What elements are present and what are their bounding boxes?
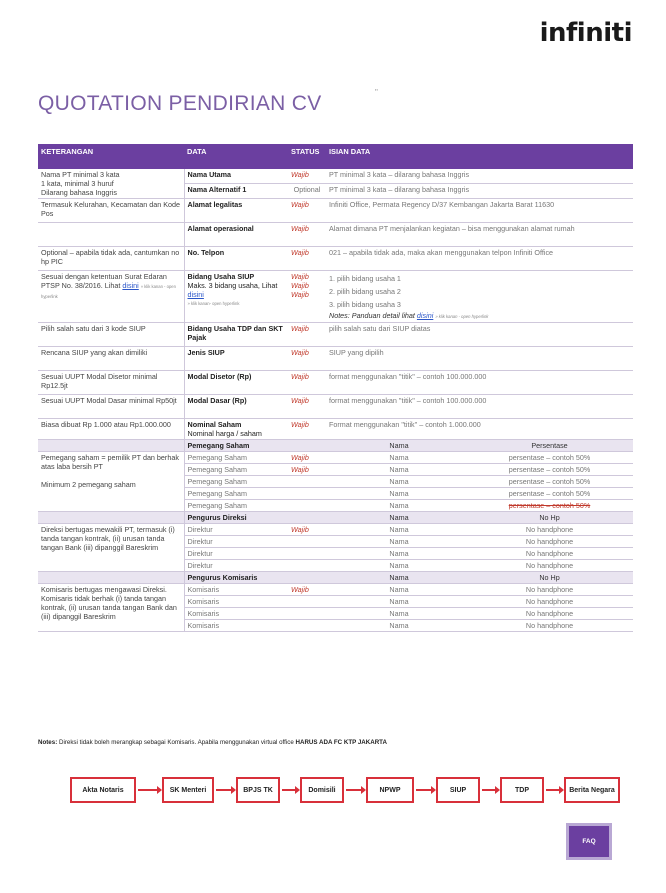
isian-field[interactable]: Infiniti Office, Permata Regency D/37 Kembangan Jakarta Barat 11630 <box>326 199 633 223</box>
data-label: Komisaris <box>184 596 288 608</box>
percent-field[interactable]: persentase – contoh 50% <box>508 453 591 462</box>
keterangan-cell: Komisaris bertugas mengawasi Direksi. Komisaris tidak berhak (i) tanda tangan kontrak, (ii) urusan tanda tangan Bank dan (iii) dipanggil Bareskrim <box>38 584 184 632</box>
status-label: Optional <box>288 183 326 198</box>
status-label: Wajib <box>288 419 326 440</box>
keterangan-cell: Pilih salah satu dari 3 kode SIUP <box>38 323 184 347</box>
status-label: Wajib <box>288 395 326 419</box>
table-row <box>38 271 633 323</box>
footer-notes: Notes: Direksi tidak boleh merangkap sebagai Komisaris. Apabila menggunakan virtual office HARUS ADA FC KTP JAKARTA <box>38 739 387 746</box>
percent-field[interactable]: persentase – contoh 50% <box>508 465 591 474</box>
data-label: Pemegang Saham <box>184 488 288 500</box>
name-field[interactable]: Nama <box>389 453 409 462</box>
keterangan-cell: Pemegang saham = pemilik PT dan berhak atas laba bersih PT Minimum 2 pemegang saham <box>38 452 184 512</box>
data-label: Direktur <box>184 560 288 572</box>
status-label: Wajib <box>288 584 326 596</box>
data-label: Komisaris <box>184 620 288 632</box>
keterangan-cell: Optional – apabila tidak ada, cantumkan no hp PIC <box>38 247 184 271</box>
phone-field[interactable]: No handphone <box>525 549 574 558</box>
isian-field[interactable]: Alamat dimana PT menjalankan kegiatan – bisa menggunakan alamat rumah <box>326 223 633 247</box>
data-label: Pemegang Saham <box>184 500 288 512</box>
disini-link[interactable]: disini <box>416 311 434 320</box>
table-row <box>38 347 633 371</box>
table-row <box>38 247 633 271</box>
table-row <box>38 371 633 395</box>
section-header-direksi: Pengurus Direksi Nama No Hp <box>38 512 633 524</box>
data-label: Nama Utama <box>184 169 288 183</box>
flow-step: Berita Negara <box>564 777 620 803</box>
status-label: Wajib <box>288 247 326 271</box>
name-field[interactable]: Nama <box>389 489 409 498</box>
isian-field[interactable]: 1. pilih bidang usaha 1 2. pilih bidang usaha 2 3. pilih bidang usaha 3 Notes: Panduan detail lihat disini » klik kanan - open hyperlink <box>326 271 633 323</box>
page-title: QUOTATION PENDIRIAN CV <box>38 92 322 115</box>
status-label: Wajib Wajib Wajib <box>288 271 326 323</box>
data-label: Komisaris <box>184 608 288 620</box>
status-label: Wajib <box>288 371 326 395</box>
table-row <box>38 452 633 464</box>
arrow-icon <box>546 789 560 791</box>
status-label <box>288 536 326 548</box>
name-field[interactable]: Nama <box>389 585 409 594</box>
isian-field[interactable]: PT minimal 3 kata – dilarang bahasa Inggris <box>326 169 633 183</box>
phone-field[interactable]: No handphone <box>525 561 574 570</box>
status-label: Wajib <box>288 169 326 183</box>
flow-step: TDP <box>500 777 544 803</box>
keterangan-cell: Sesuai dengan ketentuan Surat Edaran PTSP No. 38/2016. Lihat disini » klik kanan - open hyperlink <box>38 271 184 323</box>
arrow-icon <box>216 789 232 791</box>
name-field[interactable]: Nama <box>389 501 409 510</box>
isian-field[interactable]: 021 – apabila tidak ada, maka akan menggunakan telpon Infiniti Office <box>326 247 633 271</box>
table-row <box>38 223 633 247</box>
data-label: Nominal Saham Nominal harga / saham <box>184 419 288 440</box>
arrow-icon <box>282 789 296 791</box>
status-label <box>288 596 326 608</box>
name-field[interactable]: Nama <box>389 465 409 474</box>
keterangan-cell: Nama PT minimal 3 kata 1 kata, minimal 3 huruf Dilarang bahasa Inggris <box>38 169 184 199</box>
header-status: STATUS <box>288 144 326 169</box>
status-label: Wajib <box>288 464 326 476</box>
data-label: Direktur <box>184 548 288 560</box>
status-label <box>288 500 326 512</box>
table-row <box>38 323 633 347</box>
name-field[interactable]: Nama <box>389 561 409 570</box>
table-row <box>38 524 633 536</box>
isian-field[interactable]: format menggunakan "titik" – contoh 100.000.000 <box>326 371 633 395</box>
data-label: Modal Dasar (Rp) <box>184 395 288 419</box>
keterangan-cell: Direksi bertugas mewakili PT, termasuk (i) tanda tangan kontrak, (ii) urusan tanda tangan Bank (iii) dipanggil Bareskrim <box>38 524 184 572</box>
flow-step: BPJS TK <box>236 777 280 803</box>
status-label: Wajib <box>288 452 326 464</box>
keterangan-cell: Sesuai UUPT Modal Disetor minimal Rp12.5jt <box>38 371 184 395</box>
isian-field[interactable]: PT minimal 3 kata – dilarang bahasa Inggris <box>326 183 633 198</box>
status-label <box>288 560 326 572</box>
infiniti-logo: infiniti <box>539 18 632 48</box>
status-label <box>288 548 326 560</box>
section-header-komisaris: Pengurus Komisaris Nama No Hp <box>38 572 633 584</box>
arrow-icon <box>138 789 158 791</box>
data-label: Bidang Usaha SIUP Maks. 3 bidang usaha, Lihat disini » klik kanan- open hyperlink <box>184 271 288 323</box>
arrow-icon <box>416 789 432 791</box>
name-field[interactable]: Nama <box>389 549 409 558</box>
table-header <box>38 144 633 169</box>
flow-step: NPWP <box>366 777 414 803</box>
table-row <box>38 419 633 440</box>
process-flow <box>70 777 620 807</box>
data-label: Direktur <box>184 536 288 548</box>
data-label: Modal Disetor (Rp) <box>184 371 288 395</box>
table-row <box>38 395 633 419</box>
percent-field[interactable]: persentase – contoh 50% <box>508 501 591 510</box>
phone-field[interactable]: No handphone <box>525 537 574 546</box>
isian-field[interactable]: Format menggunakan "titik" – contoh 1.000.000 <box>326 419 633 440</box>
keterangan-cell: Rencana SIUP yang akan dimiliki <box>38 347 184 371</box>
data-label: Pemegang Saham <box>184 464 288 476</box>
status-label <box>288 476 326 488</box>
name-field[interactable]: Nama <box>389 609 409 618</box>
arrow-icon <box>346 789 362 791</box>
data-label: Pemegang Saham <box>184 452 288 464</box>
keterangan-cell: Termasuk Kelurahan, Kecamatan dan Kode Pos <box>38 199 184 223</box>
data-label: Pemegang Saham <box>184 476 288 488</box>
data-label: Jenis SIUP <box>184 347 288 371</box>
data-label: No. Telpon <box>184 247 288 271</box>
status-label <box>288 620 326 632</box>
name-field[interactable]: Nama <box>389 597 409 606</box>
arrow-icon <box>482 789 496 791</box>
flow-step: SK Menteri <box>162 777 214 803</box>
status-label <box>288 608 326 620</box>
disini-link[interactable]: disini <box>187 290 204 299</box>
isian-field[interactable]: format menggunakan "titik" – contoh 100.000.000 <box>326 395 633 419</box>
status-label: Wajib <box>288 323 326 347</box>
phone-field[interactable]: No handphone <box>525 585 574 594</box>
name-field[interactable]: Nama <box>389 621 409 630</box>
status-label: Wajib <box>288 524 326 536</box>
section-header-saham: Pemegang Saham Nama Persentase <box>38 440 633 452</box>
status-label: Wajib <box>288 347 326 371</box>
phone-field[interactable]: No handphone <box>525 597 574 606</box>
table-row <box>38 169 633 183</box>
disini-link[interactable]: disini <box>122 281 139 290</box>
header-isian: ISIAN DATA <box>326 144 633 169</box>
flow-step: SIUP <box>436 777 480 803</box>
keterangan-cell <box>38 223 184 247</box>
phone-field[interactable]: No handphone <box>525 525 574 534</box>
status-label: Wajib <box>288 223 326 247</box>
phone-field[interactable]: No handphone <box>525 621 574 630</box>
keterangan-cell: Sesuai UUPT Modal Dasar minimal Rp50jt <box>38 395 184 419</box>
flow-step: Akta Notaris <box>70 777 136 803</box>
isian-field[interactable]: pilih salah satu dari SIUP diatas <box>326 323 633 347</box>
quotation-table <box>38 144 633 632</box>
header-keterangan: KETERANGAN <box>38 144 184 169</box>
header-data: DATA <box>184 144 288 169</box>
name-field[interactable]: Nama <box>389 537 409 546</box>
data-label: Nama Alternatif 1 <box>184 183 288 198</box>
stray-mark: " <box>375 88 378 97</box>
percent-field[interactable]: persentase – contoh 50% <box>508 477 591 486</box>
isian-field[interactable]: SIUP yang dipilih <box>326 347 633 371</box>
percent-field[interactable]: persentase – contoh 50% <box>508 489 591 498</box>
status-label <box>288 488 326 500</box>
name-field[interactable]: Nama <box>389 477 409 486</box>
data-label: Alamat legalitas <box>184 199 288 223</box>
data-label: Bidang Usaha TDP dan SKT Pajak <box>184 323 288 347</box>
name-field[interactable]: Nama <box>389 525 409 534</box>
faq-button[interactable]: FAQ <box>566 823 612 860</box>
status-label: Wajib <box>288 199 326 223</box>
table-row <box>38 584 633 596</box>
data-label: Direktur <box>184 524 288 536</box>
data-label: Alamat operasional <box>184 223 288 247</box>
phone-field[interactable]: No handphone <box>525 609 574 618</box>
flow-step: Domisili <box>300 777 344 803</box>
table-row <box>38 199 633 223</box>
data-label: Komisaris <box>184 584 288 596</box>
keterangan-cell: Biasa dibuat Rp 1.000 atau Rp1.000.000 <box>38 419 184 440</box>
